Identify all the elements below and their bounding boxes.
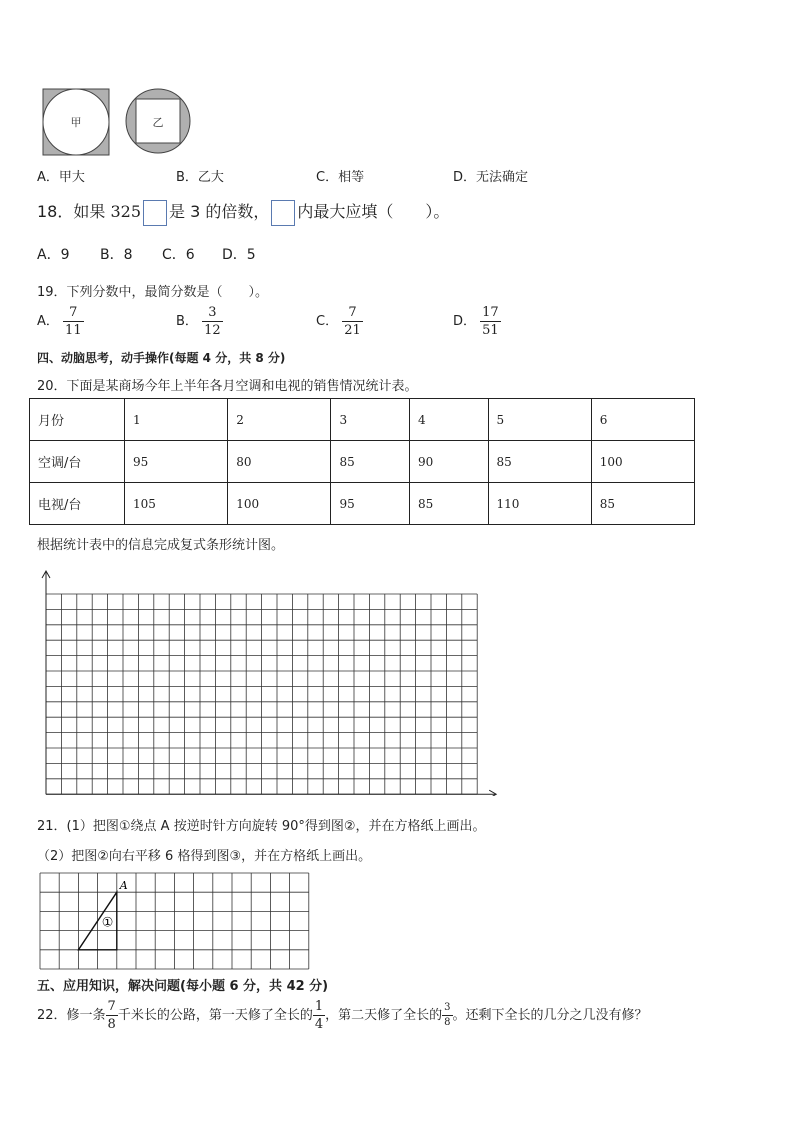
table-cell: 85 (488, 441, 591, 483)
q20-question: 20．下面是某商场今年上半年各月空调和电视的销售情况统计表。 (37, 379, 418, 394)
table-cell: 1 (125, 399, 228, 441)
q19-option-b-letter: B． (176, 314, 198, 329)
blank-bar-chart-grid (34, 568, 504, 796)
figure-1-label: ① (101, 915, 114, 931)
table-row (30, 399, 695, 441)
table-cell: 100 (228, 483, 331, 525)
q22-fraction-day2: $\frac{3}{8}$ (444, 1002, 451, 1028)
q22-fraction-day1: $\frac{1}{4}$ (314, 999, 324, 1032)
figure-jia-label: 甲 (70, 116, 82, 129)
table-cell: 月份 (30, 399, 125, 441)
q19-option-a-letter: A． (37, 314, 59, 329)
figure-yi-label: 乙 (152, 116, 164, 129)
q18-option-b: B．8 (100, 247, 133, 263)
table-cell: 电视/台 (30, 483, 125, 525)
table-row (30, 441, 695, 483)
q20-instruction: 根据统计表中的信息完成复式条形统计图。 (37, 538, 285, 553)
table-cell: 5 (488, 399, 591, 441)
q22-part3: ，第二天修了全长的 (325, 1008, 443, 1023)
q18-prefix: 18．如果 (37, 202, 106, 221)
q18-blank-box-1 (143, 200, 167, 226)
q17-option-d: D．无法确定 (453, 170, 529, 185)
q17-option-b: B．乙大 (176, 170, 224, 185)
q18-suffix: 内最大应填（ ）。 (297, 202, 450, 221)
table-cell: 85 (409, 483, 488, 525)
q18-number: 325 (110, 202, 142, 221)
table-cell: 95 (331, 483, 410, 525)
q22-fraction-total-length: $\frac{7}{8}$ (107, 999, 116, 1032)
figure-jia (42, 88, 110, 156)
table-cell: 3 (331, 399, 410, 441)
q18-option-c: C．6 (162, 247, 195, 263)
table-row (30, 483, 695, 525)
table-cell: 85 (591, 483, 694, 525)
q19-option-d-letter: D． (453, 314, 477, 329)
q19-option-c-fraction: $\frac{7}{21}$ (344, 305, 361, 338)
q19-option-c-letter: C． (316, 314, 339, 329)
q19-option-a (37, 306, 84, 337)
table-cell: 85 (331, 441, 410, 483)
figure-yi (125, 88, 191, 154)
table-cell: 100 (591, 441, 694, 483)
table-cell: 90 (409, 441, 488, 483)
q19-option-d-fraction: $\frac{17}{51}$ (482, 305, 499, 338)
q20-sales-table (29, 398, 695, 525)
table-cell: 4 (409, 399, 488, 441)
q17-option-a: A．甲大 (37, 170, 85, 185)
q19-option-c (316, 306, 363, 337)
table-cell: 80 (228, 441, 331, 483)
point-a-label: A (119, 879, 128, 893)
q22-part4: 。还剩下全长的几分之几没有修？ (452, 1008, 648, 1023)
q21-part2: （2）把图②向右平移 6 格得到图③，并在方格纸上画出。 (37, 849, 372, 864)
table-cell: 105 (125, 483, 228, 525)
q18-middle: 是 3 的倍数， (169, 202, 270, 221)
grid-line (489, 790, 496, 796)
table-cell: 空调/台 (30, 441, 125, 483)
section-5-title: 五、应用知识，解决问题(每小题 6 分，共 42 分) (37, 979, 329, 994)
q18-option-a: A．9 (37, 247, 70, 263)
q19-option-b-fraction: $\frac{3}{12}$ (204, 305, 221, 338)
section-4-title: 四、动脑思考，动手操作(每题 4 分，共 8 分) (37, 351, 286, 365)
q18-question (37, 198, 449, 226)
q21-part1: 21．(1）把图①绕点 A 按逆时针方向旋转 90°得到图②，并在方格纸上画出。 (37, 819, 486, 834)
rotation-grid (38, 871, 310, 971)
q22-question (37, 996, 648, 1036)
q22-part1: 22．修一条 (37, 1008, 106, 1023)
table-cell: 2 (228, 399, 331, 441)
table-cell: 6 (591, 399, 694, 441)
q17-option-c: C．相等 (316, 170, 365, 185)
q22-part2: 千米长的公路，第一天修了全长的 (117, 1008, 313, 1023)
q18-option-d: D．5 (222, 247, 256, 263)
table-cell: 95 (125, 441, 228, 483)
q19-option-a-fraction: $\frac{7}{11}$ (65, 305, 82, 338)
q19-option-b (176, 306, 223, 337)
table-cell: 110 (488, 483, 591, 525)
q19-option-d (453, 306, 501, 337)
q18-blank-box-2 (271, 200, 295, 226)
q19-question: 19．下列分数中，最简分数是（ ）。 (37, 285, 269, 300)
